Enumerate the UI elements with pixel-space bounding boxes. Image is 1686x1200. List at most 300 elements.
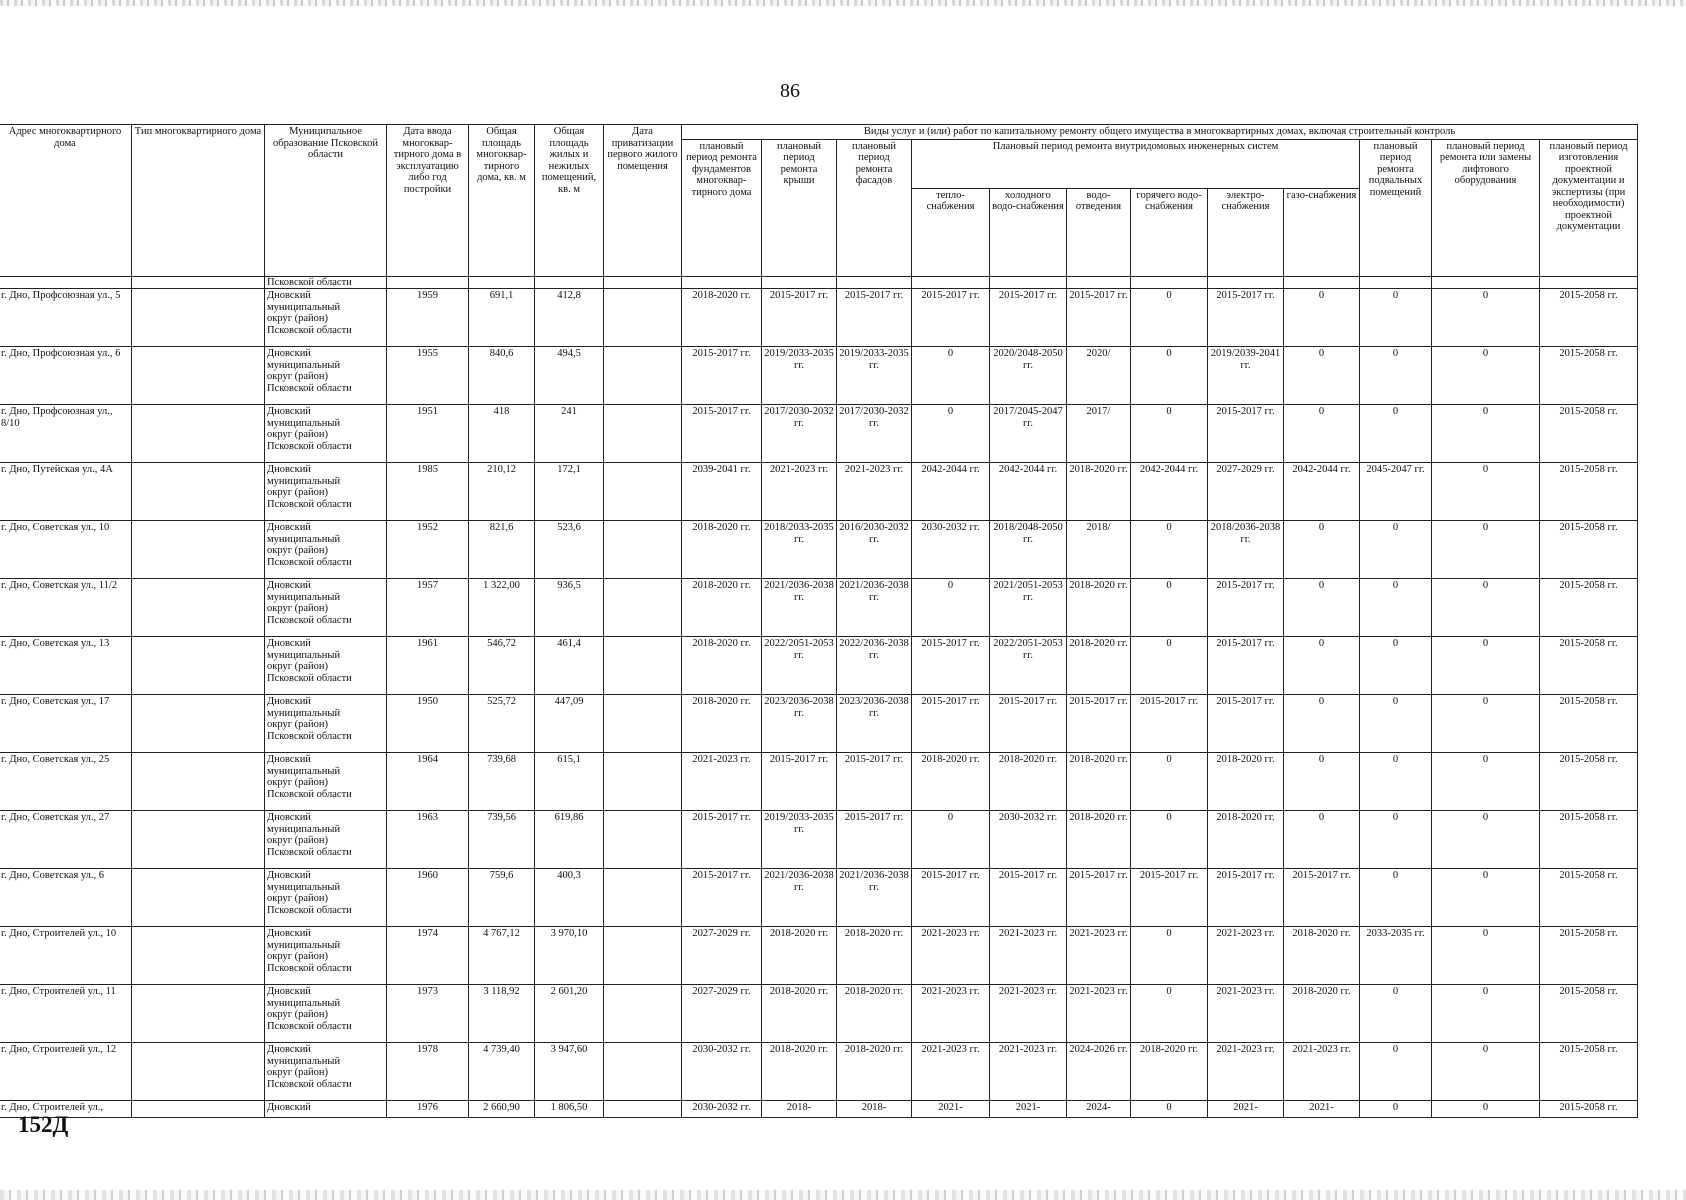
municipality-line: муниципальный	[267, 765, 341, 777]
cell-house-type	[132, 579, 265, 637]
cell-basement: 0	[1360, 1043, 1432, 1101]
cell-cold-water: 2022/2051-2053 гг.	[990, 637, 1067, 695]
cell-hot-water: 0	[1131, 521, 1208, 579]
cell-cold-water: 2021-2023 гг.	[990, 927, 1067, 985]
cell-municipality	[265, 289, 387, 347]
cell-residential-area: 494,5	[535, 347, 604, 405]
cell-roof: 2019/2033-2035 гг.	[762, 347, 837, 405]
cell-facade: 2022/2036-2038 гг.	[837, 637, 912, 695]
table-row-partial	[0, 1101, 1638, 1118]
cell-hot-water: 2015-2017 гг.	[1131, 869, 1208, 927]
cell-roof: 2015-2017 гг.	[762, 289, 837, 347]
cell-hot-water: 0	[1131, 985, 1208, 1043]
table-row	[0, 347, 1638, 405]
cell-hot-water: 0	[1131, 753, 1208, 811]
cell-basement: 0	[1360, 985, 1432, 1043]
cell-gas: 0	[1284, 695, 1360, 753]
cell-electric: 2015-2017 гг.	[1208, 579, 1284, 637]
cell-heat: 2018-2020 гг.	[912, 753, 990, 811]
table-row	[0, 753, 1638, 811]
cell-basement: 0	[1360, 753, 1432, 811]
cell-foundation: 2018-2020 гг.	[682, 521, 762, 579]
cell-address: г. Дно, Советская ул., 6	[0, 869, 132, 927]
cell-heat: 2015-2017 гг.	[912, 695, 990, 753]
municipality-line: муниципальный	[267, 417, 341, 429]
cell-year: 1961	[387, 637, 469, 695]
header-gas: газо-снабжения	[1284, 188, 1360, 276]
cell-house-type	[132, 1043, 265, 1101]
cell-hot-water: 2015-2017 гг.	[1131, 695, 1208, 753]
cell-gas: 2042-2044 гг.	[1284, 463, 1360, 521]
cell-municipality	[265, 695, 387, 753]
cell-foundation: 2015-2017 гг.	[682, 869, 762, 927]
page-number: 86	[780, 80, 800, 102]
cell-total-area: 691,1	[469, 289, 535, 347]
table-row	[0, 521, 1638, 579]
cell-residential-area: 400,3	[535, 869, 604, 927]
cell-municipality	[265, 927, 387, 985]
municipality-line: муниципальный	[267, 997, 341, 1009]
cell-elevator: 0	[1432, 753, 1540, 811]
cell-residential-area: 241	[535, 405, 604, 463]
cell-total-area: 418	[469, 405, 535, 463]
municipality-line: Дновский	[267, 522, 311, 533]
cell-elevator: 0	[1432, 463, 1540, 521]
capital-repair-table-sheet	[0, 124, 1638, 1118]
cell-address: г. Дно, Советская ул., 25	[0, 753, 132, 811]
cell-residential-area: 3 970,10	[535, 927, 604, 985]
table-row	[0, 289, 1638, 347]
cell-facade: 2018-2020 гг.	[837, 985, 912, 1043]
cell-total-area: 210,12	[469, 463, 535, 521]
cell-municipality	[265, 1043, 387, 1101]
cell-electric: 2015-2017 гг.	[1208, 289, 1284, 347]
cell-address: г. Дно, Профсоюзная ул., 5	[0, 289, 132, 347]
cell-foundation: 2027-2029 гг.	[682, 985, 762, 1043]
cell-heat: 2042-2044 гг.	[912, 463, 990, 521]
cell-sewer: 2018/	[1067, 521, 1131, 579]
cell-facade: 2015-2017 гг.	[837, 811, 912, 869]
header-foundation: плановый период ремонта фундаментов многоквар-тирного дома	[682, 139, 762, 276]
table-body	[0, 289, 1638, 1101]
cell-house-type	[132, 695, 265, 753]
cell-project-docs: 2015-2058 гг.	[1540, 811, 1638, 869]
cell-electric: 2015-2017 гг.	[1208, 869, 1284, 927]
header-hot-water: горячего водо-снабжения	[1131, 188, 1208, 276]
cell-project-docs: 2015-2058 гг.	[1540, 869, 1638, 927]
cell-privatization-date	[604, 1101, 682, 1118]
cell-basement: 0	[1360, 347, 1432, 405]
cell-total-area: 4 767,12	[469, 927, 535, 985]
municipality-line: Псковской области	[267, 1020, 352, 1032]
municipality-line: Псковской области	[267, 788, 352, 800]
cell-cold-water: 2021/2051-2053 гг.	[990, 579, 1067, 637]
cell-electric: 2021-2023 гг.	[1208, 985, 1284, 1043]
header-heat: тепло-снабжения	[912, 188, 990, 276]
cell-house-type	[132, 289, 265, 347]
cell-year: 1976	[387, 1101, 469, 1118]
cell-roof: 2018-	[762, 1101, 837, 1118]
cell-privatization-date	[604, 869, 682, 927]
municipality-line: муниципальный	[267, 881, 341, 893]
municipality-line: Псковской области	[267, 324, 352, 336]
cell-year: 1978	[387, 1043, 469, 1101]
municipality-line: округ (район)	[267, 1067, 329, 1078]
cell-sewer: 2017/	[1067, 405, 1131, 463]
document-code: 152Д	[18, 1112, 69, 1137]
cell-project-docs: 2015-2058 гг.	[1540, 927, 1638, 985]
municipality-line: муниципальный	[267, 939, 341, 951]
cell-electric: 2018/2036-2038 гг.	[1208, 521, 1284, 579]
header-basement: плановый период ремонта подвальных помещений	[1360, 139, 1432, 276]
municipality-line: Псковской области	[267, 962, 352, 974]
cell-gas: 0	[1284, 289, 1360, 347]
cell-municipality	[265, 521, 387, 579]
cell-electric: 2015-2017 гг.	[1208, 405, 1284, 463]
cell-cold-water: 2042-2044 гг.	[990, 463, 1067, 521]
table-row	[0, 1043, 1638, 1101]
cell-house-type	[132, 637, 265, 695]
cell-total-area: 4 739,40	[469, 1043, 535, 1101]
cell-address: г. Дно, Советская ул., 17	[0, 695, 132, 753]
municipality-line: округ (район)	[267, 835, 329, 846]
header-systems-group: Плановый период ремонта внутридомовых инженерных систем	[912, 139, 1360, 188]
cell-heat: 2021-2023 гг.	[912, 985, 990, 1043]
cell-elevator: 0	[1432, 927, 1540, 985]
cell-gas: 2015-2017 гг.	[1284, 869, 1360, 927]
cell-residential-area: 523,6	[535, 521, 604, 579]
municipality-line: Дновский	[267, 754, 311, 765]
cell-residential-area: 172,1	[535, 463, 604, 521]
cell-elevator: 0	[1432, 1101, 1540, 1118]
header-house-type: Тип многоквартирного дома	[132, 125, 265, 277]
municipality-line: Псковской области	[267, 730, 352, 742]
cell-house-type	[132, 811, 265, 869]
cell-address: г. Дно, Строителей ул., 11	[0, 985, 132, 1043]
cell-gas: 0	[1284, 753, 1360, 811]
municipality-line: округ (район)	[267, 545, 329, 556]
cell-facade: 2021/2036-2038 гг.	[837, 579, 912, 637]
cell-sewer: 2015-2017 гг.	[1067, 695, 1131, 753]
table-row	[0, 405, 1638, 463]
cell-year: 1985	[387, 463, 469, 521]
cell-foundation: 2018-2020 гг.	[682, 289, 762, 347]
cell-basement: 0	[1360, 869, 1432, 927]
cell-address: г. Дно, Путейская ул., 4А	[0, 463, 132, 521]
cell-house-type	[132, 869, 265, 927]
cell-elevator: 0	[1432, 521, 1540, 579]
municipality-line: Дновский	[267, 638, 311, 649]
cell-cold-water: 2021-2023 гг.	[990, 1043, 1067, 1101]
municipality-line: округ (район)	[267, 313, 329, 324]
cell-residential-area: 447,09	[535, 695, 604, 753]
header-roof: плановый период ремонта крыши	[762, 139, 837, 276]
cell-facade: 2021/2036-2038 гг.	[837, 869, 912, 927]
cell-address: г. Дно, Профсоюзная ул., 8/10	[0, 405, 132, 463]
cell-municipality	[265, 869, 387, 927]
cell-electric: 2019/2039-2041 гг.	[1208, 347, 1284, 405]
cell-year: 1974	[387, 927, 469, 985]
municipality-line: Псковской области	[267, 904, 352, 916]
cell-municipality	[265, 985, 387, 1043]
cell-heat: 2021-2023 гг.	[912, 927, 990, 985]
cell-cold-water: 2017/2045-2047 гг.	[990, 405, 1067, 463]
cell-foundation: 2015-2017 гг.	[682, 405, 762, 463]
cell-cold-water: 2018-2020 гг.	[990, 753, 1067, 811]
cell-hot-water: 0	[1131, 637, 1208, 695]
municipality-line: Дновский	[267, 986, 311, 997]
header-sewer: водо-отведения	[1067, 188, 1131, 276]
cell-sewer: 2021-2023 гг.	[1067, 985, 1131, 1043]
cell-roof: 2019/2033-2035 гг.	[762, 811, 837, 869]
cell-gas: 2021-2023 гг.	[1284, 1043, 1360, 1101]
cell-gas: 0	[1284, 347, 1360, 405]
cell-privatization-date	[604, 753, 682, 811]
municipality-line: Дновский	[267, 928, 311, 939]
cell-privatization-date	[604, 579, 682, 637]
cell-heat: 2030-2032 гг.	[912, 521, 990, 579]
header-elevator: плановый период ремонта или замены лифтового оборудования	[1432, 139, 1540, 276]
municipality-line: муниципальный	[267, 475, 341, 487]
cell-hot-water: 0	[1131, 1101, 1208, 1118]
municipality-line: Дновский	[267, 406, 311, 417]
cell-foundation: 2030-2032 гг.	[682, 1101, 762, 1118]
municipality-line: Псковской области	[267, 846, 352, 858]
cell-basement: 0	[1360, 695, 1432, 753]
cell-privatization-date	[604, 289, 682, 347]
cell-project-docs: 2015-2058 гг.	[1540, 695, 1638, 753]
municipality-line: округ (район)	[267, 1009, 329, 1020]
cell-project-docs: 2015-2058 гг.	[1540, 347, 1638, 405]
cell-basement: 2033-2035 гг.	[1360, 927, 1432, 985]
cell-elevator: 0	[1432, 695, 1540, 753]
municipality-line: Дновский	[267, 290, 311, 301]
municipality-line: округ (район)	[267, 487, 329, 498]
cell-sewer: 2018-2020 гг.	[1067, 637, 1131, 695]
cell-elevator: 0	[1432, 1043, 1540, 1101]
cell-foundation: 2030-2032 гг.	[682, 1043, 762, 1101]
cell-residential-area: 461,4	[535, 637, 604, 695]
cell-year: 1973	[387, 985, 469, 1043]
municipality-line: Дновский	[267, 580, 311, 591]
municipality-line: муниципальный	[267, 301, 341, 313]
cell-cold-water: 2015-2017 гг.	[990, 289, 1067, 347]
cell-hot-water: 0	[1131, 405, 1208, 463]
cell-municipality	[265, 753, 387, 811]
cell-house-type	[132, 753, 265, 811]
header-commission-date: Дата ввода многоквар-тирного дома в эксплуатацию либо год постройки	[387, 125, 469, 277]
cell-address: г. Дно, Строителей ул., 12	[0, 1043, 132, 1101]
cell-year: 1957	[387, 579, 469, 637]
cell-house-type	[132, 1101, 265, 1118]
cell-address: г. Дно, Советская ул., 27	[0, 811, 132, 869]
cell-total-area: 1 322,00	[469, 579, 535, 637]
cell-sewer: 2015-2017 гг.	[1067, 869, 1131, 927]
cell-hot-water: 0	[1131, 289, 1208, 347]
cell-gas: 0	[1284, 405, 1360, 463]
cell-privatization-date	[604, 347, 682, 405]
cell-facade: 2018-2020 гг.	[837, 1043, 912, 1101]
cell-privatization-date	[604, 405, 682, 463]
cell-electric: 2021-2023 гг.	[1208, 1043, 1284, 1101]
cell-roof: 2021/2036-2038 гг.	[762, 579, 837, 637]
cell-roof: 2018-2020 гг.	[762, 927, 837, 985]
cell-elevator: 0	[1432, 637, 1540, 695]
cell-electric: 2027-2029 гг.	[1208, 463, 1284, 521]
scan-edge-bottom	[0, 1190, 1686, 1200]
cell-hot-water: 0	[1131, 927, 1208, 985]
cell-heat: 2015-2017 гг.	[912, 637, 990, 695]
municipality-line: муниципальный	[267, 649, 341, 661]
cell-facade: 2018-2020 гг.	[837, 927, 912, 985]
municipality-line: Псковской области	[267, 498, 352, 510]
cell-year: 1950	[387, 695, 469, 753]
cell-roof: 2021-2023 гг.	[762, 463, 837, 521]
municipality-fragment: Псковской области	[265, 276, 387, 289]
cell-house-type	[132, 405, 265, 463]
municipality-line: Псковской области	[267, 440, 352, 452]
cell-house-type	[132, 927, 265, 985]
cell-year: 1959	[387, 289, 469, 347]
municipality-line: муниципальный	[267, 707, 341, 719]
cell-basement: 0	[1360, 405, 1432, 463]
cell-residential-area: 2 601,20	[535, 985, 604, 1043]
cell-elevator: 0	[1432, 811, 1540, 869]
cell-elevator: 0	[1432, 579, 1540, 637]
capital-repair-table	[0, 124, 1638, 1118]
cell-year: 1951	[387, 405, 469, 463]
cell-foundation: 2015-2017 гг.	[682, 811, 762, 869]
cell-total-area: 759,6	[469, 869, 535, 927]
cell-residential-area: 619,86	[535, 811, 604, 869]
cell-electric: 2021-2023 гг.	[1208, 927, 1284, 985]
cell-facade: 2019/2033-2035 гг.	[837, 347, 912, 405]
cell-project-docs: 2015-2058 гг.	[1540, 985, 1638, 1043]
cell-roof: 2015-2017 гг.	[762, 753, 837, 811]
municipality-line: Псковской области	[267, 614, 352, 626]
cell-address: г. Дно, Советская ул., 13	[0, 637, 132, 695]
cell-electric: 2015-2017 гг.	[1208, 637, 1284, 695]
cell-project-docs: 2015-2058 гг.	[1540, 405, 1638, 463]
municipality-line: Дновский	[267, 696, 311, 707]
header-residential-area: Общая площадь жилых и нежилых помещений, кв. м	[535, 125, 604, 277]
cell-privatization-date	[604, 521, 682, 579]
cell-residential-area: 3 947,60	[535, 1043, 604, 1101]
table-row	[0, 463, 1638, 521]
header-electric: электро-снабжения	[1208, 188, 1284, 276]
cell-year: 1955	[387, 347, 469, 405]
cell-year: 1952	[387, 521, 469, 579]
cell-address: г. Дно, Советская ул., 10	[0, 521, 132, 579]
table-row	[0, 579, 1638, 637]
cell-heat: 2021-	[912, 1101, 990, 1118]
municipality-line: Дновский	[267, 464, 311, 475]
cell-heat: 0	[912, 405, 990, 463]
cell-heat: 0	[912, 579, 990, 637]
scan-edge-top	[0, 0, 1686, 6]
municipality-line: округ (район)	[267, 893, 329, 904]
cell-facade: 2015-2017 гг.	[837, 753, 912, 811]
cell-house-type	[132, 463, 265, 521]
cell-basement: 0	[1360, 521, 1432, 579]
cell-elevator: 0	[1432, 289, 1540, 347]
cell-residential-area: 412,8	[535, 289, 604, 347]
cell-project-docs: 2015-2058 гг.	[1540, 463, 1638, 521]
cell-cold-water: 2015-2017 гг.	[990, 869, 1067, 927]
municipality-line: муниципальный	[267, 1055, 341, 1067]
cell-foundation: 2021-2023 гг.	[682, 753, 762, 811]
cell-municipality	[265, 347, 387, 405]
table-row-fragment	[0, 276, 1638, 289]
cell-address: г. Дно, Советская ул., 11/2	[0, 579, 132, 637]
cell-year: 1964	[387, 753, 469, 811]
municipality-line: муниципальный	[267, 533, 341, 545]
municipality-line: Псковской области	[267, 1078, 352, 1090]
cell-roof: 2018-2020 гг.	[762, 1043, 837, 1101]
cell-gas: 2018-2020 гг.	[1284, 927, 1360, 985]
cell-facade: 2021-2023 гг.	[837, 463, 912, 521]
cell-sewer: 2018-2020 гг.	[1067, 463, 1131, 521]
cell-privatization-date	[604, 1043, 682, 1101]
cell-foundation: 2018-2020 гг.	[682, 579, 762, 637]
cell-municipality	[265, 637, 387, 695]
header-municipality: Муниципальное образование Псковской области	[265, 125, 387, 277]
cell-hot-water: 0	[1131, 811, 1208, 869]
cell-hot-water: 2042-2044 гг.	[1131, 463, 1208, 521]
cell-sewer: 2024-	[1067, 1101, 1131, 1118]
cell-cold-water: 2018/2048-2050 гг.	[990, 521, 1067, 579]
cell-hot-water: 0	[1131, 347, 1208, 405]
cell-total-area: 739,68	[469, 753, 535, 811]
cell-facade: 2016/2030-2032 гг.	[837, 521, 912, 579]
cell-privatization-date	[604, 985, 682, 1043]
cell-gas: 2021-	[1284, 1101, 1360, 1118]
cell-project-docs: 2015-2058 гг.	[1540, 579, 1638, 637]
cell-elevator: 0	[1432, 985, 1540, 1043]
cell-project-docs: 2015-2058 гг.	[1540, 289, 1638, 347]
cell-address: г. Дно, Строителей ул.,	[0, 1101, 132, 1118]
municipality-line: муниципальный	[267, 359, 341, 371]
cell-total-area: 525,72	[469, 695, 535, 753]
cell-foundation: 2027-2029 гг.	[682, 927, 762, 985]
municipality-line: Дновский	[267, 1044, 311, 1055]
municipality-line: округ (район)	[267, 371, 329, 382]
cell-total-area: 2 660,90	[469, 1101, 535, 1118]
cell-facade: 2015-2017 гг.	[837, 289, 912, 347]
municipality-line: округ (район)	[267, 777, 329, 788]
cell-basement: 2045-2047 гг.	[1360, 463, 1432, 521]
cell-electric: 2018-2020 гг.	[1208, 811, 1284, 869]
municipality-line: округ (район)	[267, 719, 329, 730]
cell-municipality	[265, 811, 387, 869]
header-total-area: Общая площадь многоквар-тирного дома, кв. м	[469, 125, 535, 277]
header-cold-water: холодного водо-снабжения	[990, 188, 1067, 276]
cell-address: г. Дно, Профсоюзная ул., 6	[0, 347, 132, 405]
cell-gas: 2018-2020 гг.	[1284, 985, 1360, 1043]
municipality-line: Дновский	[267, 348, 311, 359]
cell-gas: 0	[1284, 579, 1360, 637]
cell-sewer: 2018-2020 гг.	[1067, 753, 1131, 811]
municipality-line: Псковской области	[267, 672, 352, 684]
municipality-line: муниципальный	[267, 823, 341, 835]
cell-year: 1963	[387, 811, 469, 869]
cell-elevator: 0	[1432, 347, 1540, 405]
cell-project-docs: 2015-2058 гг.	[1540, 637, 1638, 695]
cell-total-area: 821,6	[469, 521, 535, 579]
cell-privatization-date	[604, 695, 682, 753]
municipality-line: округ (район)	[267, 951, 329, 962]
municipality-line: округ (район)	[267, 661, 329, 672]
